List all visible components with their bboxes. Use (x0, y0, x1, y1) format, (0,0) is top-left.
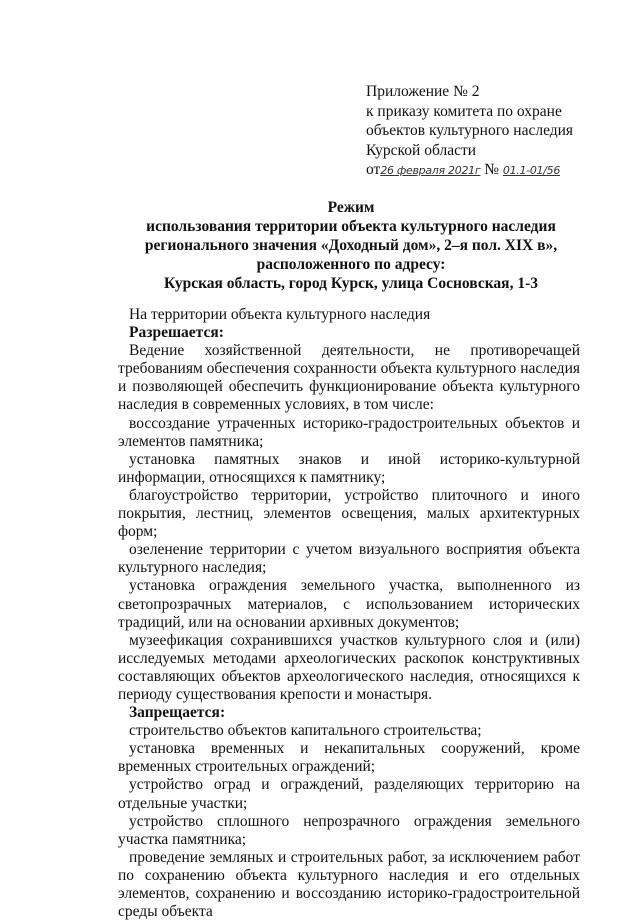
allowed-heading: Разрешается: (129, 324, 224, 342)
allowed-paragraph: Ведение хозяйственной деятельности, не противоречащей требованиям обеспечения сохранности объекта культурного наследия и позволяющей обеспечить функционирование объекта культурного наследия в современных условиях, в том числе: (118, 342, 580, 414)
title-line-2: использования территории объекта культурного наследия (146, 218, 556, 235)
title-line-1: Режим (327, 199, 375, 216)
appendix-line-1: Приложение № 2 (366, 83, 480, 100)
forbidden-paragraph: устройство сплошного непрозрачного ограждения земельного участка памятника; (118, 812, 580, 848)
allowed-paragraph: установка ограждения земельного участка, выполненного из светопрозрачных материалов, с использованием исторических традиций, или на основании архивных документов; (118, 577, 580, 631)
forbidden-heading: Запрещается: (129, 704, 226, 722)
appendix-block (366, 82, 616, 181)
handwritten-number: 01.1-01/56 (502, 164, 561, 177)
appendix-line-3: объектов культурного наследия (366, 122, 574, 139)
allowed-paragraph: воссоздание утраченных историко-градостроительных объектов и элементов памятника; (118, 414, 580, 450)
intro-line: На территории объекта культурного наследия (129, 306, 431, 323)
document-body (118, 306, 580, 921)
appendix-date-line (366, 160, 616, 181)
allowed-paragraph: благоустройство территории, устройство плиточного и иного покрытия, лестниц, элементов освещения, малых архитектурных форм; (118, 486, 580, 541)
allowed-paragraph: музеефикация сохранившихся участков культурного слоя и (или) исследуемых методами археологических раскопок конструктивных составляющих объектов археологического наследия, относящихся к периоду существования крепости и монастыря. (118, 631, 580, 703)
number-label: № (484, 161, 499, 178)
forbidden-paragraph: строительство объектов капитального строительства; (129, 722, 482, 740)
title-line-3: регионального значения «Доходный дом», 2–я пол. XIX в», (144, 237, 558, 254)
title-line-5: Курская область, город Курск, улица Сосновская, 1-3 (164, 275, 538, 292)
forbidden-paragraph: проведение земляных и строительных работ, за исключением работ по сохранению объекта культурного наследия и его отдельных элементов, сохранению и воссозданию историко-градостроительной среды объекта (118, 848, 580, 921)
document-title (120, 198, 582, 293)
allowed-paragraph: установка памятных знаков и иной историко-культурной информации, относящихся к памятнику; (118, 450, 580, 486)
allowed-paragraph: озеленение территории с учетом визуального восприятия объекта культурного наследия; (118, 541, 580, 577)
handwritten-date: 26 февраля 2021г (380, 164, 481, 177)
appendix-line-2: к приказу комитета по охране (366, 102, 562, 120)
forbidden-paragraph: установка временных и некапитальных сооружений, кроме временных строительных ограждений; (118, 740, 580, 776)
forbidden-paragraph: устройство оград и ограждений, разделяющих территорию на отдельные участки; (118, 776, 580, 812)
date-prefix: от (366, 161, 381, 178)
appendix-line-4: Курской области (366, 141, 477, 159)
title-line-4: расположенного по адресу: (256, 256, 446, 273)
